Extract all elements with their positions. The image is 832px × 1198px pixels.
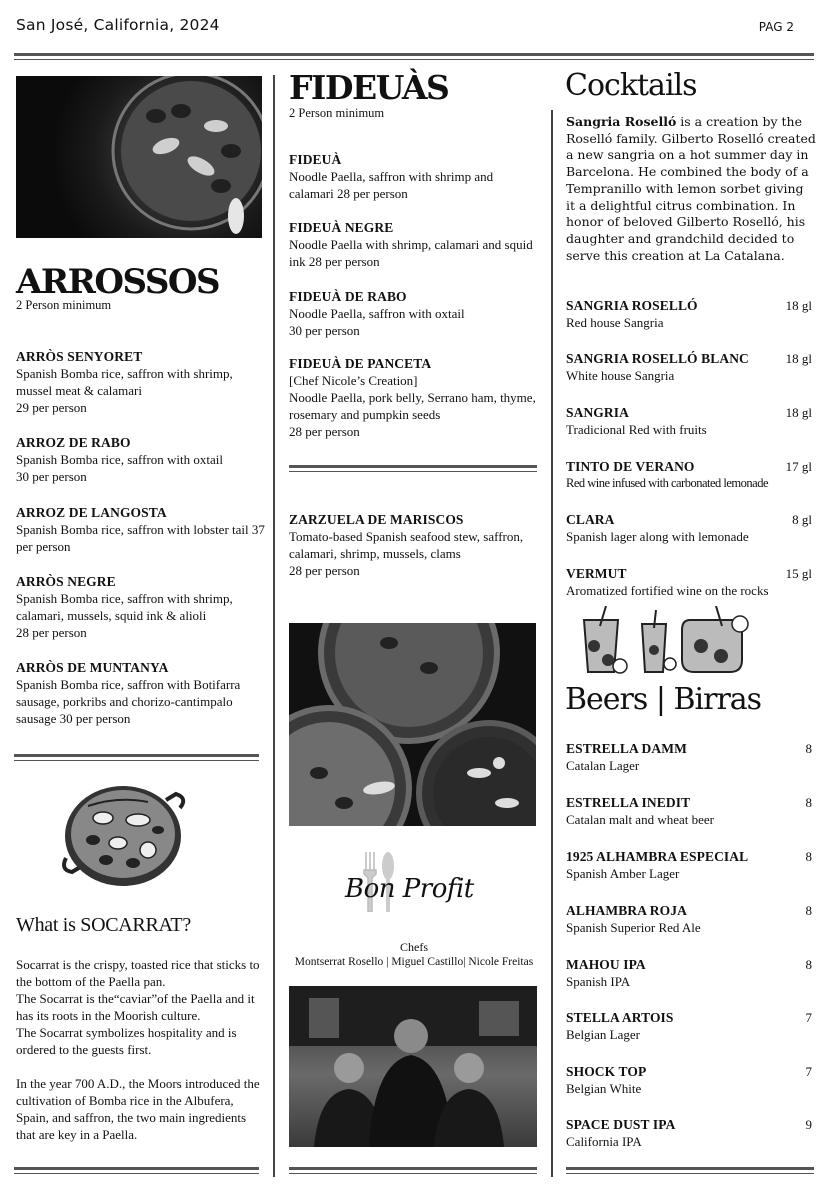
column-separator-left: [273, 75, 275, 1177]
drink-name: ESTRELLA DAMM: [566, 741, 687, 756]
item-name: ARROZ DE LANGOSTA: [16, 505, 167, 520]
bon-profit-logo: Bon Profit: [345, 874, 474, 904]
cocktail-glasses-illustration: [576, 606, 756, 678]
cocktails-title: Cocktails: [565, 68, 697, 103]
item-description: Spanish Bomba rice, saffron with shrimp, mussel meat & calamari: [16, 366, 233, 398]
drink-name: SANGRIA: [566, 405, 629, 420]
menu-item: [16, 660, 266, 727]
drink-price: 8: [805, 741, 812, 756]
drink-name: SHOCK TOP: [566, 1064, 647, 1079]
drink-name: SANGRIA ROSELLÓ BLANC: [566, 351, 749, 366]
drink-price: 9: [805, 1117, 812, 1132]
item-description: Spanish Bomba rice, saffron with shrimp, calamari, mussels, squid ink & alioli: [16, 591, 233, 623]
item-note: [Chef Nicole’s Creation]: [289, 373, 418, 388]
drink-name: VERMUT: [566, 566, 627, 581]
drink-price: 18 gl: [785, 298, 812, 313]
arrossos-subtitle: 2 Person minimum: [16, 298, 112, 312]
item-description: Tomato-based Spanish seafood stew, saffron, calamari, shrimp, mussels, clams: [289, 529, 524, 561]
bottom-divider: [14, 1167, 259, 1174]
drink-description: Aromatized fortified wine on the rocks: [566, 583, 769, 598]
header-divider: [14, 53, 814, 60]
socarrat-paragraph: In the year 700 A.D., the Moors introduced the cultivation of Bomba rice in the Albufera, Spain, and saffron, the two main ingredients that are key in a Paella.: [16, 1076, 260, 1142]
item-name: FIDEUÀ DE RABO: [289, 289, 407, 304]
drink-price: 7: [805, 1010, 812, 1025]
menu-item: [16, 435, 266, 485]
column-separator-right: [551, 110, 553, 1177]
drink-description: Red wine infused with carbonated lemonade: [566, 476, 768, 490]
menu-item: [289, 289, 541, 339]
drink-item: [566, 298, 812, 331]
drink-item: [566, 957, 812, 990]
cocktails-intro-bold: Sangria Roselló: [566, 114, 677, 129]
item-description: Noodle Paella with shrimp, calamari and squid ink 28 per person: [289, 237, 533, 269]
item-description: Spanish Bomba rice, saffron with lobster tail 37 per person: [16, 522, 265, 554]
menu-item: [289, 220, 541, 270]
item-description: Spanish Bomba rice, saffron with oxtail: [16, 452, 224, 467]
drink-price: 8 gl: [792, 512, 812, 527]
item-price: 30 per person: [16, 469, 87, 484]
socarrat-title: What is SOCARRAT?: [16, 914, 191, 936]
item-price: 28 per person: [16, 625, 87, 640]
item-description: Noodle Paella, pork belly, Serrano ham, thyme, rosemary and pumpkin seeds: [289, 390, 536, 422]
drink-item: [566, 849, 812, 882]
drink-item: [566, 405, 812, 438]
item-name: ARRÒS DE MUNTANYA: [16, 660, 169, 675]
paella-photo: [16, 76, 262, 238]
drink-description: Tradicional Red with fruits: [566, 422, 707, 437]
chefs-photo: [289, 986, 537, 1147]
menu-item: [289, 356, 541, 440]
fideuas-subtitle: 2 Person minimum: [289, 106, 385, 120]
menu-item: [16, 505, 266, 555]
drink-item: [566, 741, 812, 774]
arrossos-title: ARROSSOS: [16, 262, 220, 302]
item-description: Spanish Bomba rice, saffron with Botifarra sausage, porkribs and chorizo-cantimpalo sausage 30 per person: [16, 677, 241, 726]
drink-item: [566, 1010, 812, 1043]
drink-name: CLARA: [566, 512, 615, 527]
item-name: FIDEUÀ NEGRE: [289, 220, 394, 235]
drink-price: 8: [805, 957, 812, 972]
bottom-divider: [566, 1167, 814, 1174]
chefs-names: Montserrat Rosello | Miguel Castillo| Nicole Freitas: [294, 956, 534, 968]
beers-title: Beers | Birras: [565, 682, 762, 717]
drink-name: STELLA ARTOIS: [566, 1010, 674, 1025]
drink-name: 1925 ALHAMBRA ESPECIAL: [566, 849, 749, 864]
drink-price: 8: [805, 903, 812, 918]
drink-description: Red house Sangria: [566, 315, 664, 330]
paellas-photo: [289, 623, 536, 826]
socarrat-paragraph: Socarrat is the crispy, toasted rice that sticks to the bottom of the Paella pan.: [16, 957, 260, 989]
item-price: 28 per person: [289, 563, 360, 578]
item-price: 28 per person: [289, 424, 360, 439]
drink-name: ESTRELLA INEDIT: [566, 795, 691, 810]
drink-price: 18 gl: [785, 405, 812, 420]
item-description: Noodle Paella, saffron with shrimp and calamari 28 per person: [289, 169, 494, 201]
menu-item: [289, 512, 541, 579]
section-divider: [289, 465, 537, 472]
drink-price: 8: [805, 849, 812, 864]
drink-description: Catalan malt and wheat beer: [566, 812, 714, 827]
drink-item: [566, 1117, 812, 1150]
drink-description: Spanish lager along with lemonade: [566, 529, 749, 544]
socarrat-paragraph: The Socarrat is the“caviar”of the Paella and it has its roots in the Moorish culture.: [16, 991, 255, 1023]
drink-name: SANGRIA ROSELLÓ: [566, 298, 698, 313]
fideuas-title: FIDEUÀS: [289, 68, 449, 107]
cocktails-intro: [566, 114, 816, 264]
drink-item: [566, 903, 812, 936]
drink-description: White house Sangria: [566, 368, 675, 383]
item-name: ZARZUELA DE MARISCOS: [289, 512, 464, 527]
paella-pan-illustration: [58, 778, 188, 898]
item-name: FIDEUÀ DE PANCETA: [289, 356, 432, 371]
drink-price: 15 gl: [785, 566, 812, 581]
drink-price: 8: [805, 795, 812, 810]
drink-name: SPACE DUST IPA: [566, 1117, 676, 1132]
drink-name: TINTO DE VERANO: [566, 459, 695, 474]
drink-description: Catalan Lager: [566, 758, 640, 773]
bottom-divider: [289, 1167, 537, 1174]
item-name: ARROZ DE RABO: [16, 435, 131, 450]
drink-description: Belgian White: [566, 1081, 642, 1096]
drink-item: [566, 1064, 812, 1097]
drink-item: [566, 351, 812, 384]
drink-price: 18 gl: [785, 351, 812, 366]
item-price: 29 per person: [16, 400, 87, 415]
drink-price: 7: [805, 1064, 812, 1079]
drink-description: Spanish Amber Lager: [566, 866, 680, 881]
item-price: 30 per person: [289, 323, 360, 338]
header-location: San José, California, 2024: [16, 16, 220, 34]
item-name: ARRÒS NEGRE: [16, 574, 116, 589]
menu-item: [16, 349, 266, 416]
item-name: ARRÒS SENYORET: [16, 349, 143, 364]
drink-item: [566, 566, 812, 599]
page-number: PAG 2: [758, 20, 794, 34]
drink-price: 17 gl: [785, 459, 812, 474]
drink-item: [566, 512, 812, 545]
drink-description: Spanish IPA: [566, 974, 631, 989]
drink-name: MAHOU IPA: [566, 957, 646, 972]
chefs-label: Chefs: [400, 940, 428, 954]
drink-item: [566, 459, 812, 492]
socarrat-paragraph: The Socarrat symbolizes hospitality and is ordered to the guests first.: [16, 1025, 237, 1057]
drink-description: Spanish Superior Red Ale: [566, 920, 701, 935]
drink-item: [566, 795, 812, 828]
drink-name: ALHAMBRA ROJA: [566, 903, 687, 918]
item-description: Noodle Paella, saffron with oxtail: [289, 306, 465, 321]
socarrat-text: [16, 956, 268, 1143]
drink-description: Belgian Lager: [566, 1027, 640, 1042]
item-name: FIDEUÀ: [289, 152, 342, 167]
drink-description: California IPA: [566, 1134, 642, 1149]
menu-item: [16, 574, 266, 641]
cocktails-intro-text: is a creation by the Roselló family. Gilberto Roselló created a new sangria on a hot summer day in Barcelona. He combined the body of a Tempranillo with lemon sorbet giving it a delightful citrus combination. In honor of beloved Gilberto Roselló, his daughter and grandchild decided to serve this creation at La Catalana.: [566, 114, 816, 263]
section-divider: [14, 754, 259, 761]
menu-item: [289, 152, 541, 202]
